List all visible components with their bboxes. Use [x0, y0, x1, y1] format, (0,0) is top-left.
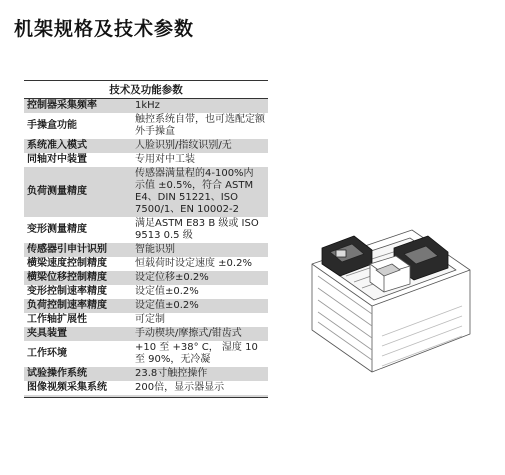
spec-label: 负荷控制速率精度 [24, 299, 132, 313]
spec-label: 工作轴扩展性 [24, 313, 132, 327]
spec-row [24, 113, 268, 139]
spec-row [24, 243, 268, 257]
page-title: 机架规格及技术参数 [14, 18, 195, 40]
spec-label: 变形测量精度 [24, 217, 132, 243]
spec-value: 23.8寸触控操作 [132, 367, 268, 381]
spec-row [24, 271, 268, 285]
spec-value: 智能识别 [132, 243, 268, 257]
spec-value [132, 395, 268, 398]
spec-row [24, 341, 268, 367]
spec-label: 变形控制速率精度 [24, 285, 132, 299]
spec-value: 设定值±0.2% [132, 299, 268, 313]
spec-row [24, 313, 268, 327]
spec-label: 工作环境 [24, 341, 132, 367]
spec-label: 图像视频采集系统 [24, 381, 132, 395]
spec-value: 触控系统自带，也可选配定额外手操盒 [132, 113, 268, 139]
spec-value: 恒载荷时设定速度 ±0.2% [132, 257, 268, 271]
spec-value: 人脸识别/指纹识别/无 [132, 139, 268, 153]
spec-row [24, 381, 268, 395]
spec-value: 手动楔块/摩擦式/钳齿式 [132, 327, 268, 341]
spec-value: 满足ASTM E83 B 级或 ISO 9513 0.5 级 [132, 217, 268, 243]
spec-value: 设定值±0.2% [132, 285, 268, 299]
spec-label: 横梁速度控制精度 [24, 257, 132, 271]
spec-label: 同轴对中装置 [24, 153, 132, 167]
spec-value: +10 至 +38° C， 湿度 10 至 90%，无冷凝 [132, 341, 268, 367]
spec-label: 传感器引申计识别 [24, 243, 132, 257]
spec-row [24, 327, 268, 341]
spec-row [24, 99, 268, 113]
spec-label: 夹具装置 [24, 327, 132, 341]
spec-row [24, 217, 268, 243]
spec-value: 设定位移±0.2% [132, 271, 268, 285]
spec-row [24, 257, 268, 271]
spec-row [24, 153, 268, 167]
spec-label: 负荷测量精度 [24, 167, 132, 217]
spec-label: 控制器采集频率 [24, 99, 132, 113]
spec-row [24, 139, 268, 153]
spec-table-header: 技术及功能参数 [24, 80, 268, 99]
spec-label: 系统准入模式 [24, 139, 132, 153]
spec-row [24, 367, 268, 381]
testing-machine-drawing [292, 206, 492, 376]
spec-value: 专用对中工装 [132, 153, 268, 167]
spec-label: 试验操作系统 [24, 367, 132, 381]
spec-table [24, 80, 268, 398]
spec-label: 横梁位移控制精度 [24, 271, 132, 285]
spec-value: 传感器满量程的4-100%内 示值 ±0.5%，符合 ASTM E4、DIN 51221、ISO 7500/1、EN 10002-2 [132, 167, 268, 217]
spec-label [24, 395, 132, 398]
spec-row [24, 395, 268, 398]
spec-label: 手操盒功能 [24, 113, 132, 139]
spec-value: 可定制 [132, 313, 268, 327]
spec-value: 1kHz [132, 99, 268, 113]
spec-value: 200倍，显示器显示 [132, 381, 268, 395]
spec-row [24, 285, 268, 299]
spec-row [24, 299, 268, 313]
spec-row [24, 167, 268, 217]
